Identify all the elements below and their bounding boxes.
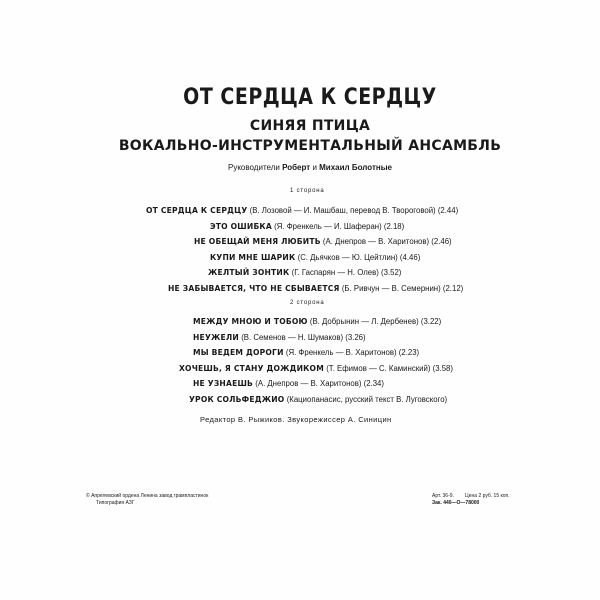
side-a-tracklist <box>60 203 540 297</box>
track-credits: (А. Днепров — В. Харитонов) (2.46) <box>322 237 452 247</box>
track-row <box>60 219 540 235</box>
track-credits: (Б. Ривчун — В. Семернин) (2.12) <box>341 283 464 293</box>
track-row <box>60 345 540 361</box>
plant-imprint <box>86 493 208 507</box>
track-title: ЭТО ОШИБКА <box>210 221 272 231</box>
track-credits: (В. Семенов — Н. Шумаков) (3.26) <box>241 332 366 342</box>
track-credits: (Г. Гаспарян — Н. Олев) (3.52) <box>291 268 402 278</box>
track-credits: (Т. Ефимов — С. Каминский) (3.58) <box>326 363 453 373</box>
track-title: КУПИ МНЕ ШАРИК <box>210 252 296 262</box>
track-row <box>60 250 540 266</box>
leader-name-2: Михаил Болотные <box>319 163 392 172</box>
plant-line-1: © Апрелевский ордена Ленина завод грампластинок <box>86 493 209 499</box>
track-title: ЖЕЛТЫЙ ЗОНТИК <box>208 268 290 278</box>
track-credits: (А. Днепров — В. Харитонов) (2.34) <box>255 379 384 389</box>
track-row <box>60 265 540 281</box>
track-row <box>60 314 540 330</box>
leaders-prefix: Руководители <box>228 163 280 172</box>
track-title: МЫ ВЕДЕМ ДОРОГИ <box>193 348 284 358</box>
side-a-label: 1 сторона <box>290 188 325 194</box>
track-credits: (Кациопанасис, русский текст В. Луговского) <box>286 394 448 404</box>
leader-name-1: Роберт <box>282 163 311 172</box>
track-row <box>60 376 540 392</box>
order-number: Зак. 440—О—78000 <box>432 500 480 506</box>
track-row <box>60 281 540 297</box>
order-line <box>432 500 510 507</box>
track-title: УРОК СОЛЬФЕДЖИО <box>189 394 285 404</box>
track-credits: (С. Дьячков — Ю. Цейтлин) (4.46) <box>297 252 421 262</box>
track-credits: (Я. Френкель — И. Шаферан) (2.18) <box>274 221 405 231</box>
track-title: НЕ ОБЕЩАЙ МЕНЯ ЛЮБИТЬ <box>194 237 321 247</box>
track-title: НЕУЖЕЛИ <box>193 332 239 342</box>
track-row <box>60 203 540 219</box>
leaders-and: и <box>312 163 317 172</box>
track-row <box>60 330 540 346</box>
track-title: ОТ СЕРДЦА К СЕРДЦУ <box>146 206 248 215</box>
price-line <box>432 493 510 500</box>
ensemble-type: ВОКАЛЬНО-ИНСТРУМЕНТАЛЬНЫЙ АНСАМБЛЬ <box>118 138 502 154</box>
track-credits: (Я. Френкель — В. Харитонов) (2.23) <box>285 348 420 358</box>
track-credits: (В. Лозовой — И. Машбаш, перевод В. Твороговой) (2.44) <box>249 206 459 215</box>
band-name: СИНЯЯ ПТИЦА <box>249 118 371 134</box>
article-number: Арт. 36-9. <box>432 493 454 499</box>
side-b-label: 2 сторона <box>290 300 325 306</box>
track-row <box>60 392 540 408</box>
track-title: ХОЧЕШЬ, Я СТАНУ ДОЖДИКОМ <box>179 363 324 373</box>
production-credits: Редактор В. Рыжиков. Звукорежиссер А. Синицин <box>200 415 392 424</box>
track-title: МЕЖДУ МНОЮ И ТОБОЮ <box>193 317 308 326</box>
price-value: Цена 2 руб. 15 коп. <box>465 493 510 499</box>
plant-line-2: Типография АЗГ <box>96 500 135 506</box>
price-imprint <box>432 493 510 507</box>
track-title: НЕ УЗНАЕШЬ <box>193 379 254 389</box>
leaders-line <box>100 163 520 172</box>
track-credits: (В. Добрынин — Л. Дербенев) (3.22) <box>309 317 442 326</box>
track-row <box>60 361 540 377</box>
track-title: НЕ ЗАБЫВАЕТСЯ, ЧТО НЕ СБЫВАЕТСЯ <box>168 283 340 293</box>
track-row <box>60 234 540 250</box>
side-b-tracklist <box>60 314 540 408</box>
album-title: ОТ СЕРДЦА К СЕРДЦУ <box>183 84 437 110</box>
